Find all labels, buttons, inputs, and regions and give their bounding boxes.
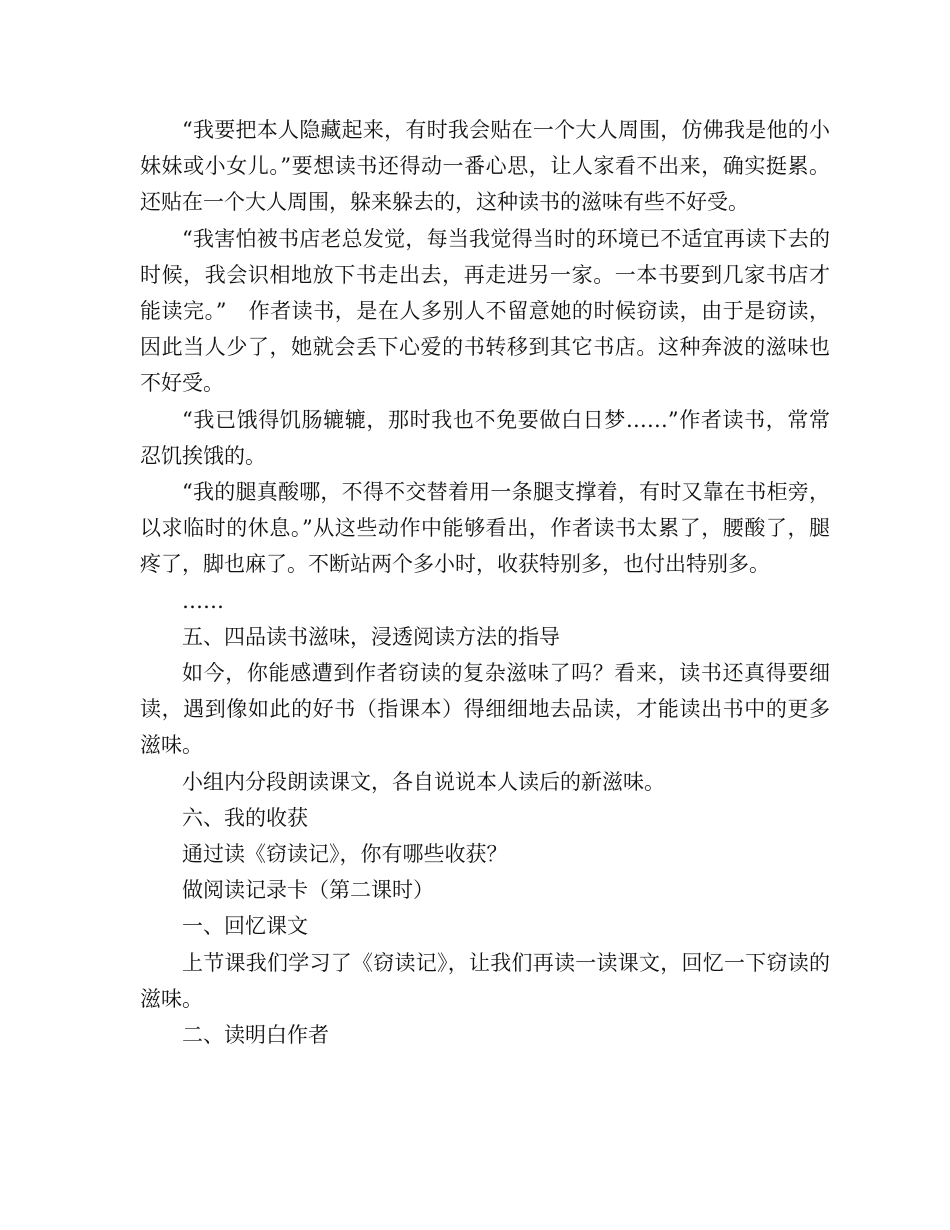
paragraph-last-lesson: 上节课我们学习了《窃读记》，让我们再读一读课文，回忆一下窃读的滋味。: [140, 950, 830, 1011]
paragraph-quote-hungry: “我已饿得饥肠辘辘，那时我也不免要做白日梦……”作者读书，常常忍饥挨饿的。: [140, 407, 830, 468]
paragraph-quote-legs: “我的腿真酸哪，不得不交替着用一条腿支撑着，有时又靠在书柜旁，以求临时的休息。”从这些动作中能够看出，作者读书太累了，腰酸了，腿疼了，脚也麻了。不断站两个多小时，收获特别多，也付出特别多。: [140, 480, 830, 577]
section-heading-two: 二、读明白作者: [182, 1023, 329, 1048]
paragraph-now-feel: 如今，你能感遭到作者窃读的复杂滋味了吗？看来，读书还真得要细读，遇到像如此的好书（指课本）得细细地去品读，才能读出书中的更多滋味。: [140, 661, 830, 758]
document-body: [140, 112, 830, 1053]
section-heading-five: 五、四品读书滋味，浸透阅读方法的指导: [182, 624, 560, 649]
section-heading-one: 一、回忆课文: [182, 914, 308, 939]
section-heading-six: 六、我的收获: [182, 805, 308, 830]
paragraph-group-reading: 小组内分段朗读课文，各自说说本人读后的新滋味。: [182, 769, 665, 794]
heading-second-lesson: 做阅读记录卡（第二课时）: [182, 878, 434, 903]
paragraph-question-gains: 通过读《窃读记》，你有哪些收获？: [182, 842, 508, 867]
paragraph-quote-hiding: “我要把本人隐藏起来，有时我会贴在一个大人周围，仿佛我是他的小妹妹或小女儿。”要想读书还得动一番心思，让人家看不出来，确实挺累。还贴在一个大人周围，躲来躲去的，这种读书的滋味有些不好受。: [140, 118, 830, 215]
ellipsis-line: ……: [182, 588, 224, 613]
paragraph-quote-afraid: “我害怕被书店老总发觉，每当我觉得当时的环境已不适宜再读下去的时候，我会识相地放下书走出去，再走进另一家。一本书要到几家书店才能读完。” 作者读书，是在人多别人不留意她的时候窃读，由于是窃读，因此当人少了，她就会丢下心爱的书转移到其它书店。这种奔波的滋味也不好受。: [140, 226, 830, 396]
